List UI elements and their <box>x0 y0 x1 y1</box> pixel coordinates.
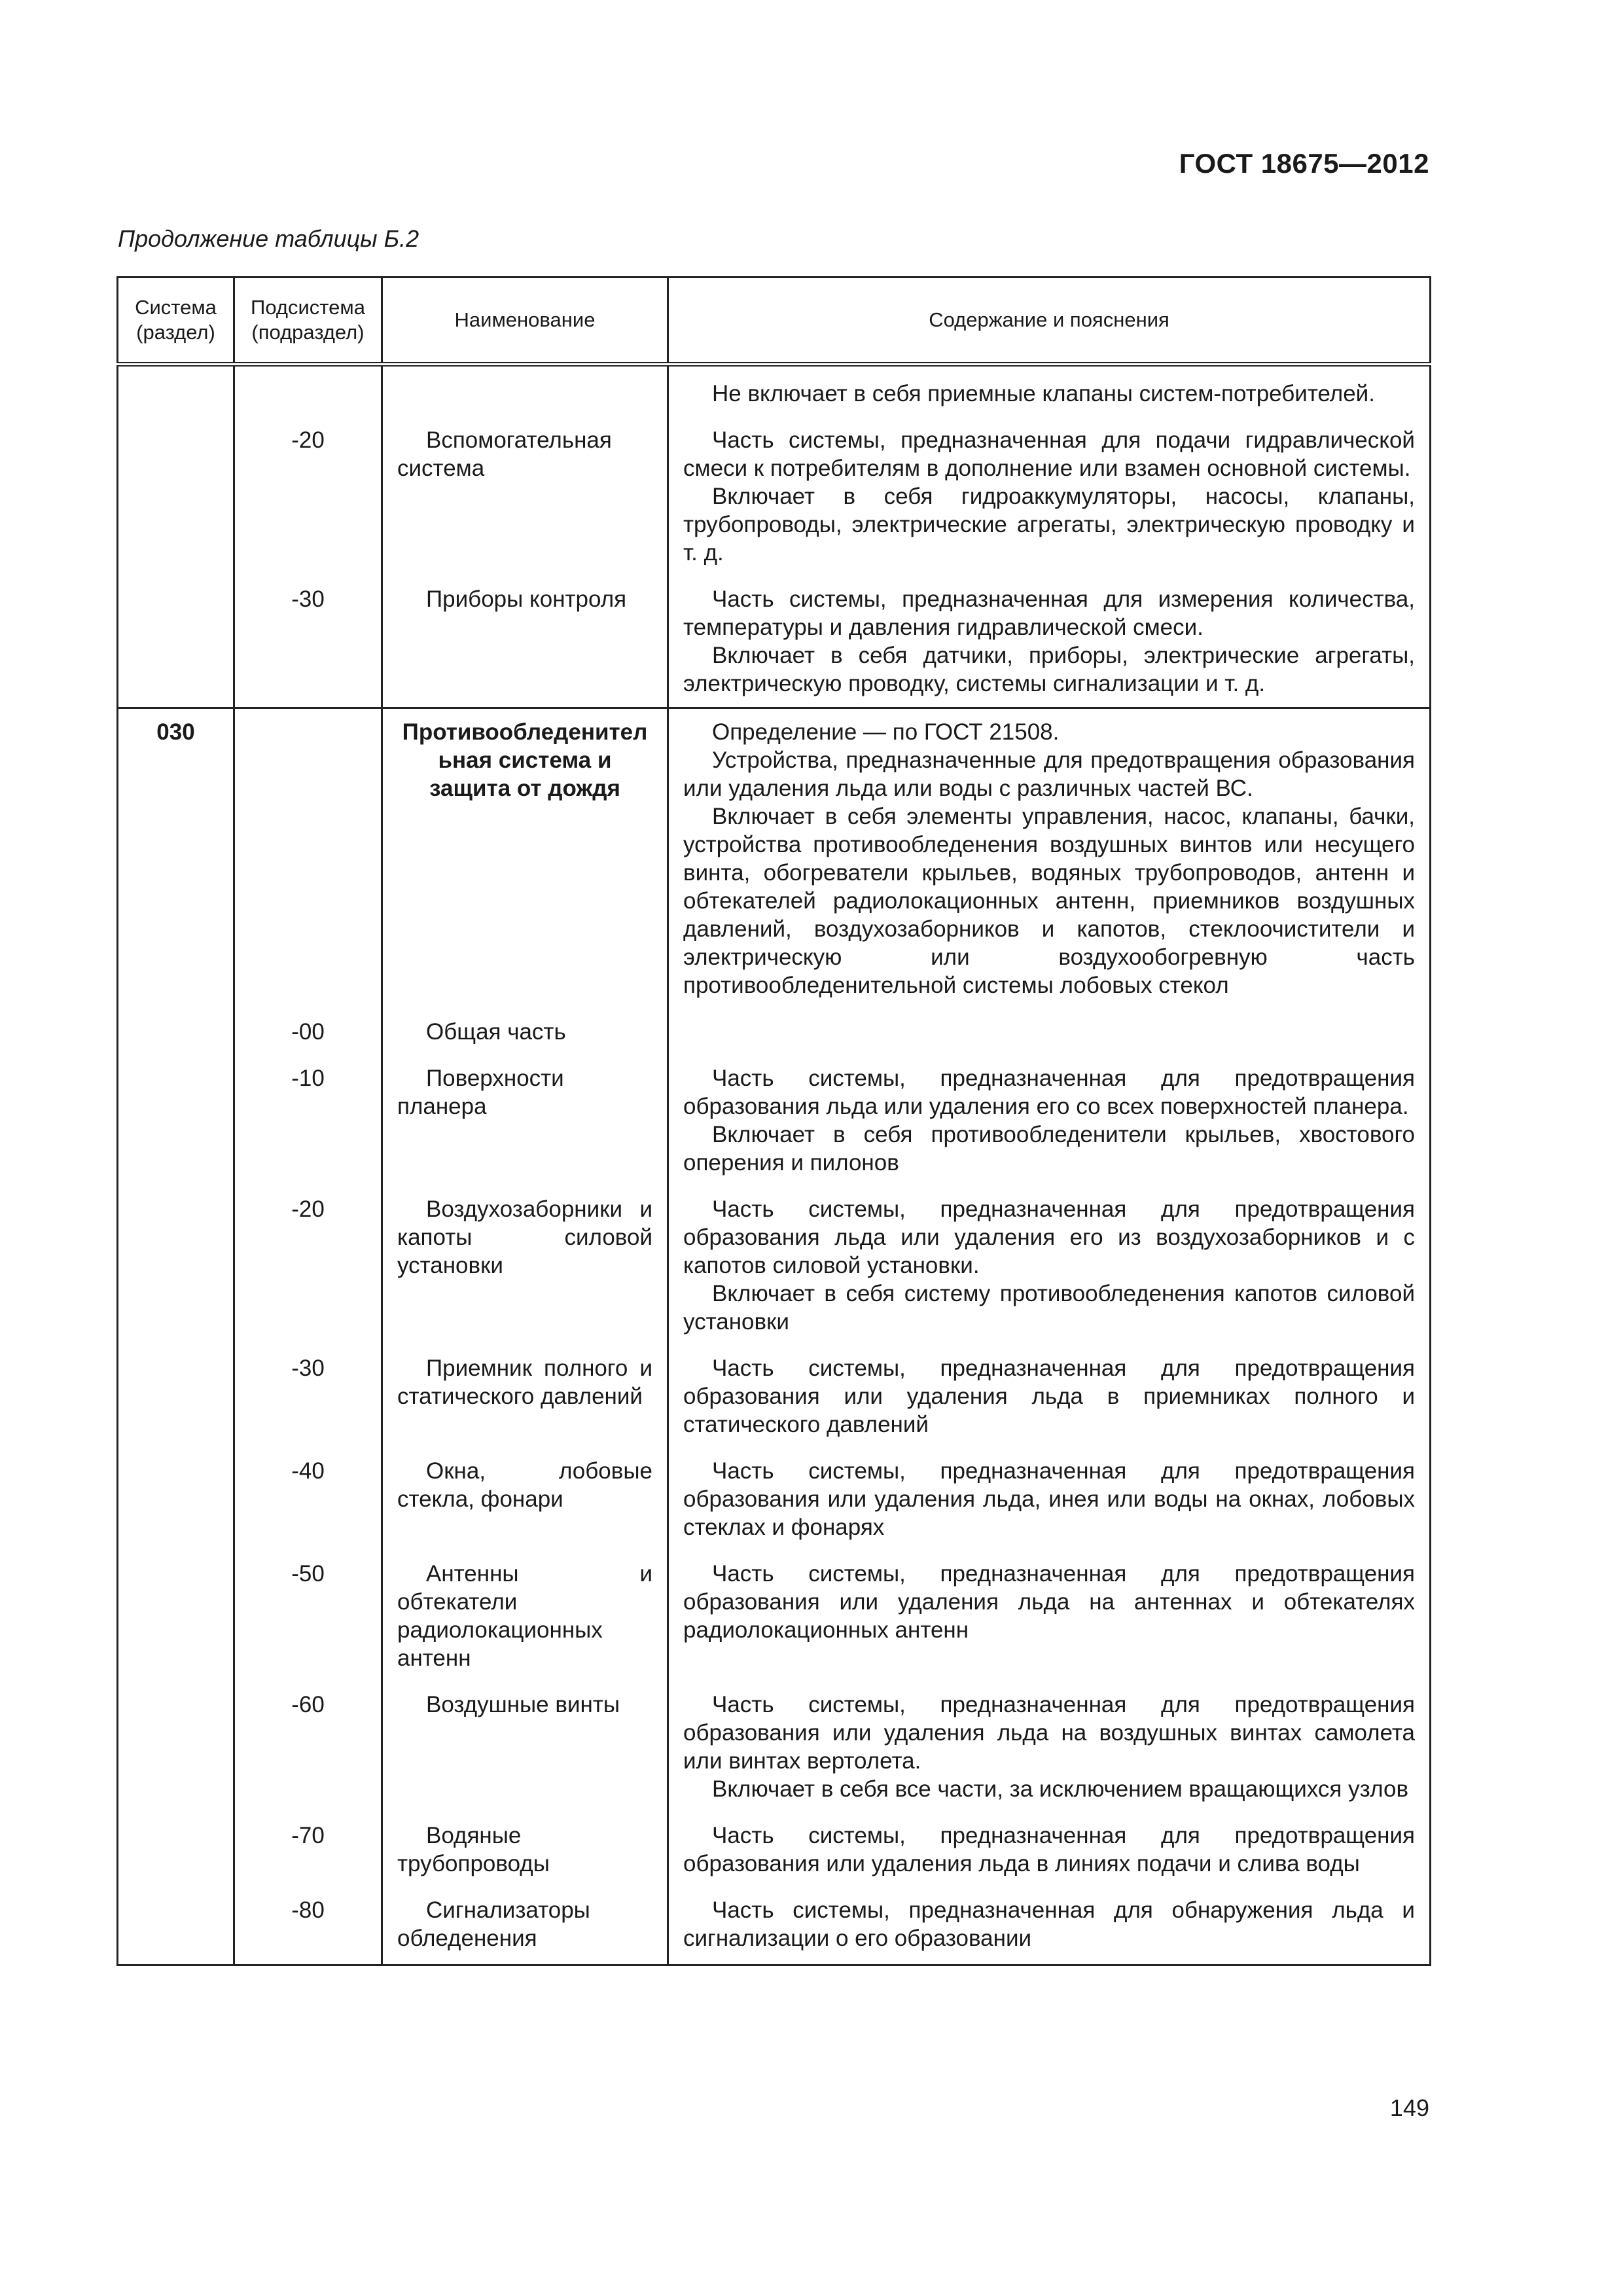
description-paragraph: Часть системы, предназначенная для предотвращения образования или удаления льда, инея или воды на окнах, лобовых стеклах и фонарях <box>683 1458 1415 1540</box>
cell-description <box>668 1009 1431 1055</box>
name-text: Вспомогательная система <box>397 427 612 481</box>
table-header-row <box>118 278 1431 365</box>
table-caption: Продолжение таблицы Б.2 <box>118 225 419 252</box>
classification-table <box>116 276 1431 1966</box>
name-text: Воздушные винты <box>426 1692 620 1717</box>
table-row <box>118 1812 1431 1887</box>
description-paragraph: Часть системы, предназначенная для предотвращения образования или удаления льда на воздушных винтах самолета или винтах вертолета. <box>683 1692 1415 1774</box>
cell-system <box>118 1887 234 1965</box>
cell-system: 030 <box>118 708 234 1009</box>
cell-name <box>382 1186 668 1345</box>
cell-subsystem: -70 <box>234 1812 382 1887</box>
header-name: Наименование <box>382 278 668 365</box>
cell-description <box>668 1551 1431 1681</box>
cell-name <box>382 1345 668 1448</box>
table-row <box>118 1887 1431 1965</box>
table-row <box>118 1681 1431 1812</box>
table-body <box>118 365 1431 1965</box>
description-paragraph: Включает в себя систему противообледенения капотов силовой установки <box>683 1281 1415 1335</box>
name-text: Поверхности планера <box>397 1066 564 1119</box>
description-paragraph: Включает в себя гидроаккумуляторы, насосы, клапаны, трубопроводы, электрические агрегаты, электрическую проводку и т. д. <box>683 484 1415 565</box>
cell-subsystem: -50 <box>234 1551 382 1681</box>
table-row <box>118 1551 1431 1681</box>
cell-name <box>382 576 668 708</box>
name-text: Водяные трубопроводы <box>397 1823 550 1876</box>
name-text: Воздухозаборники и капоты силовой установки <box>397 1196 652 1278</box>
table-row <box>118 1448 1431 1551</box>
cell-system <box>118 365 234 418</box>
cell-system <box>118 1055 234 1186</box>
description-paragraph: Часть системы, предназначенная для подачи гидравлической смеси к потребителям в дополнение или взамен основной системы. <box>683 427 1415 481</box>
description-paragraph: Часть системы, предназначенная для обнаружения льда и сигнализации о его образовании <box>683 1897 1415 1951</box>
description-paragraph: Часть системы, предназначенная для предотвращения образования льда или удаления его со всех поверхностей планера. <box>683 1066 1415 1119</box>
page-number: 149 <box>1389 2094 1429 2121</box>
cell-name <box>382 1681 668 1812</box>
cell-subsystem: -20 <box>234 417 382 576</box>
table-row <box>118 1345 1431 1448</box>
description-paragraph: Включает в себя все части, за исключением вращающихся узлов <box>712 1776 1409 1802</box>
cell-subsystem <box>234 708 382 1009</box>
cell-subsystem: -10 <box>234 1055 382 1186</box>
cell-subsystem: -00 <box>234 1009 382 1055</box>
cell-description <box>668 417 1431 576</box>
document-id: ГОСТ 18675—2012 <box>1179 148 1429 179</box>
cell-subsystem: -40 <box>234 1448 382 1551</box>
cell-name <box>382 1551 668 1681</box>
description-paragraph: Часть системы, предназначенная для измерения количества, температуры и давления гидравлической смеси. <box>683 586 1415 640</box>
cell-system <box>118 417 234 576</box>
cell-subsystem <box>234 365 382 418</box>
description-paragraph: Включает в себя датчики, приборы, электрические агрегаты, электрическую проводку, системы сигнализации и т. д. <box>683 643 1415 696</box>
cell-description <box>668 365 1431 418</box>
description-paragraph: Не включает в себя приемные клапаны систем-потребителей. <box>712 381 1375 406</box>
cell-system <box>118 1551 234 1681</box>
header-description: Содержание и пояснения <box>668 278 1431 365</box>
name-text: Окна, лобовые стекла, фонари <box>397 1458 652 1512</box>
table-row <box>118 1055 1431 1186</box>
name-text: Общая часть <box>426 1019 566 1045</box>
cell-name <box>382 1887 668 1965</box>
cell-description <box>668 576 1431 708</box>
table-row <box>118 417 1431 576</box>
header-system: Система (раздел) <box>118 278 234 365</box>
cell-system <box>118 1681 234 1812</box>
cell-system <box>118 1009 234 1055</box>
cell-description <box>668 1812 1431 1887</box>
cell-name <box>382 1009 668 1055</box>
name-text: Противообледенительная система и защита от дождя <box>402 719 648 801</box>
cell-description <box>668 1055 1431 1186</box>
cell-name <box>382 1055 668 1186</box>
table-row <box>118 1186 1431 1345</box>
name-text: Сигнализаторы обледенения <box>397 1897 590 1951</box>
cell-description <box>668 1681 1431 1812</box>
cell-description <box>668 1448 1431 1551</box>
table-row <box>118 365 1431 418</box>
description-paragraph: Устройства, предназначенные для предотвращения образования или удаления льда или воды с различных частей ВС. <box>683 747 1415 801</box>
description-paragraph: Часть системы, предназначенная для предотвращения образования или удаления льда в приемниках полного и статического давлений <box>683 1355 1415 1437</box>
name-text: Антенны и обтекатели радиолокационных антенн <box>397 1561 652 1671</box>
description-paragraph: Определение — по ГОСТ 21508. <box>712 719 1060 745</box>
cell-description <box>668 1887 1431 1965</box>
cell-name <box>382 708 668 1009</box>
cell-system <box>118 1448 234 1551</box>
header-subsystem: Подсистема (подраздел) <box>234 278 382 365</box>
cell-description <box>668 708 1431 1009</box>
cell-system <box>118 576 234 708</box>
description-paragraph: Часть системы, предназначенная для предотвращения образования льда или удаления его из воздухозаборников и с капотов силовой установки. <box>683 1196 1415 1278</box>
cell-system <box>118 1345 234 1448</box>
cell-description <box>668 1345 1431 1448</box>
cell-name <box>382 417 668 576</box>
cell-description <box>668 1186 1431 1345</box>
table-row <box>118 576 1431 708</box>
name-text: Приборы контроля <box>426 586 627 612</box>
description-paragraph: Часть системы, предназначенная для предотвращения образования или удаления льда на антеннах и обтекателях радиолокационных антенн <box>683 1561 1415 1643</box>
cell-name <box>382 365 668 418</box>
table-row <box>118 708 1431 1009</box>
cell-subsystem: -30 <box>234 1345 382 1448</box>
cell-subsystem: -60 <box>234 1681 382 1812</box>
cell-name <box>382 1812 668 1887</box>
cell-name <box>382 1448 668 1551</box>
cell-subsystem: -30 <box>234 576 382 708</box>
description-paragraph: Включает в себя элементы управления, насос, клапаны, бачки, устройства противообледенения воздушных винтов или несущего винта, обогреватели крыльев, водяных трубопроводов, антенн и обтекателей радиолокационных антенн, приемников воздушных давлений, воздухозаборников и капотов, стеклоочистители и электрическую или воздухообогревную часть противообледенительной системы лобовых стекол <box>683 804 1415 998</box>
description-paragraph: Включает в себя противообледенители крыльев, хвостового оперения и пилонов <box>683 1122 1415 1175</box>
cell-system <box>118 1186 234 1345</box>
cell-subsystem: -80 <box>234 1887 382 1965</box>
cell-subsystem: -20 <box>234 1186 382 1345</box>
description-paragraph: Часть системы, предназначенная для предотвращения образования или удаления льда в линиях подачи и слива воды <box>683 1823 1415 1876</box>
table-row <box>118 1009 1431 1055</box>
cell-system <box>118 1812 234 1887</box>
name-text: Приемник полного и статического давлений <box>397 1355 652 1409</box>
